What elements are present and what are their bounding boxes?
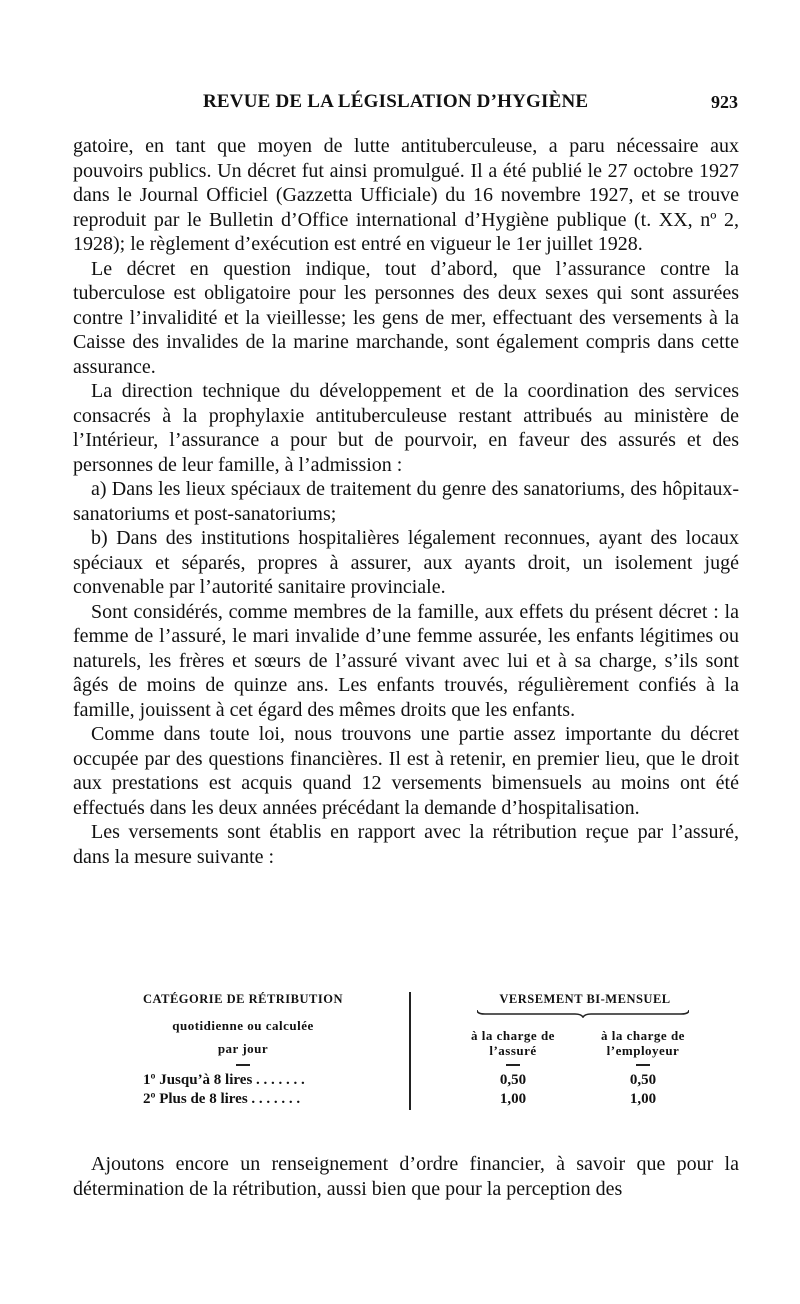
table-row-1-assure: 0,50 bbox=[499, 1072, 527, 1088]
category-sub2: par jour bbox=[217, 1041, 269, 1056]
payment-header: VERSEMENT BI-MENSUEL bbox=[499, 992, 671, 1006]
contribution-table bbox=[73, 990, 739, 1112]
col-employeur: à la charge de l’employeur bbox=[601, 1028, 685, 1058]
paragraph-4: a) Dans les lieux spéciaux de traitement du genre des sanatoriums, des hôpitaux-sanatoriums et post-sanatoriums; bbox=[73, 478, 739, 525]
table-row-1-employeur: 0,50 bbox=[629, 1072, 657, 1088]
table-row-1-label: 1º Jusqu’à 8 lires . . . . . . . bbox=[143, 1072, 305, 1088]
table-row-2-assure: 1,00 bbox=[499, 1091, 527, 1107]
paragraph-3: La direction technique du développement et de la coordination des services consacrés à la prophylaxie antituberculeuse restant attribués au ministère de l’Intérieur, l’assurance a pour but de pourvoir, en faveur des assurés et des personnes de leur famille, à l’admission : bbox=[73, 380, 739, 476]
closing-text bbox=[73, 1152, 739, 1201]
paragraph-8: Les versements sont établis en rapport avec la rétribution reçue par l’assuré, dans la mesure suivante : bbox=[73, 821, 739, 868]
paragraph-5: b) Dans des institutions hospitalières légalement reconnues, ayant des locaux spéciaux et séparés, propres à assurer, aux ayants droit, un isolement jugé convenable par l’autorité sanitaire provinciale. bbox=[73, 527, 739, 598]
category-sub1: quotidienne ou calculée bbox=[172, 1018, 314, 1033]
category-header: CATÉGORIE DE RÉTRIBUTION bbox=[142, 992, 343, 1006]
table-row-2-employeur: 1,00 bbox=[629, 1091, 657, 1107]
col-assure: à la charge de l’assuré bbox=[471, 1028, 555, 1058]
table-row-2-label: 2º Plus de 8 lires . . . . . . . bbox=[143, 1091, 301, 1107]
closing-paragraph: Ajoutons encore un renseignement d’ordre financier, à savoir que pour la détermination de la rétribution, aussi bien que pour la perception des bbox=[73, 1153, 739, 1200]
page-number: 923 bbox=[711, 92, 738, 112]
category-dash bbox=[236, 1064, 250, 1066]
body-text bbox=[73, 134, 739, 869]
page-header bbox=[0, 91, 800, 121]
brace-icon bbox=[477, 1008, 689, 1018]
employeur-dash bbox=[636, 1064, 650, 1066]
running-title: REVUE DE LA LÉGISLATION D’HYGIÈNE bbox=[203, 91, 589, 112]
table-divider bbox=[409, 992, 411, 1110]
paragraph-2: Le décret en question indique, tout d’abord, que l’assurance contre la tuberculose est obligatoire pour les personnes des deux sexes qui sont assurées contre l’invalidité et la vieillesse; les gens de mer, effectuant des versements à la Caisse des invalides de la marine marchande, sont également compris dans cette assurance. bbox=[73, 257, 739, 378]
paragraph-7: Comme dans toute loi, nous trouvons une partie assez importante du décret occupée par des questions financières. Il est à retenir, en premier lieu, que le droit aux prestations est acquis quand 12 versements bimensuels au moins ont été effectués dans les deux années précédant la demande d’hospitalisation. bbox=[73, 723, 739, 819]
paragraph-6: Sont considérés, comme membres de la famille, aux effets du présent décret : la femme de l’assuré, le mari invalide d’une femme assurée, les enfants légitimes ou naturels, les frères et sœurs de l’assuré vivant avec lui et à sa charge, s’ils sont âgés de moins de quinze ans. Les enfants trouvés, régulièrement confiés à la famille, jouissent à cet égard des mêmes droits que les enfants. bbox=[73, 600, 739, 721]
assure-dash bbox=[506, 1064, 520, 1066]
paragraph-1: gatoire, en tant que moyen de lutte antituberculeuse, a paru nécessaire aux pouvoirs publics. Un décret fut ainsi promulgué. Il a été publié le 27 octobre 1927 dans le Journal Officiel (Gazzetta Ufficiale) du 16 novembre 1927, et se trouve reproduit par le Bulletin d’Office international d’Hygiène publique (t. XX, nº 2, 1928); le règlement d’exécution est entré en vigueur le 1er juillet 1928. bbox=[73, 135, 739, 255]
